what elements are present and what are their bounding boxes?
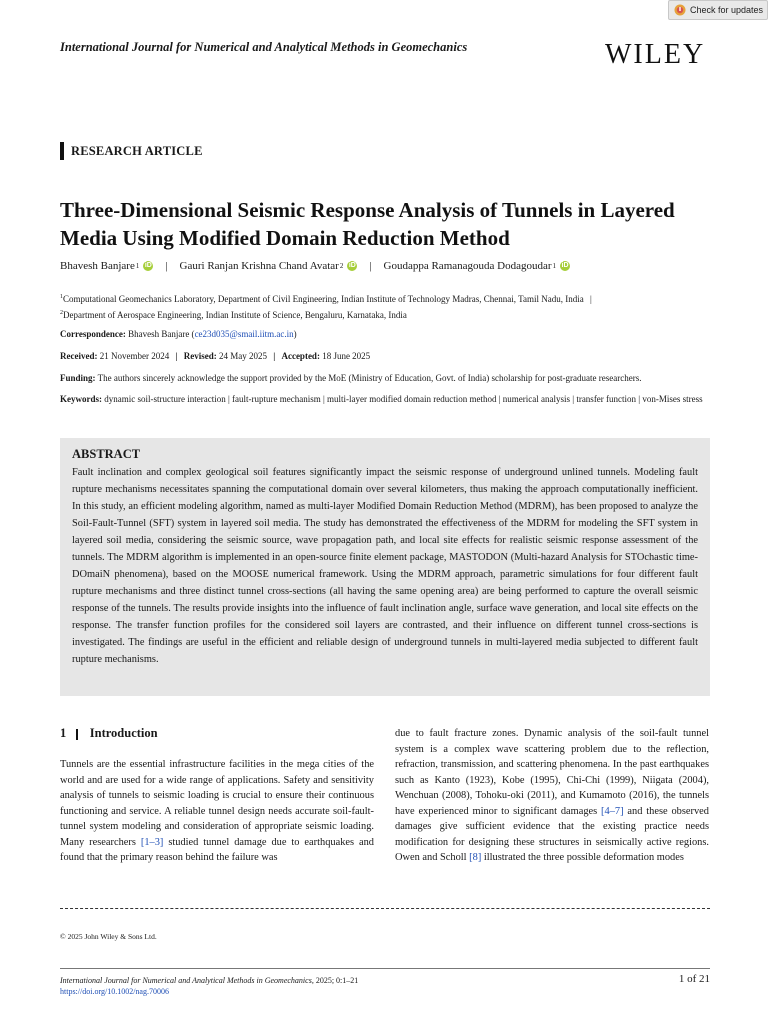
author-affiliation-mark: 2 — [339, 262, 344, 270]
section-label-text: RESEARCH ARTICLE — [71, 143, 203, 158]
revised-label: Revised: — [183, 351, 217, 361]
correspondence-label: Correspondence: — [60, 329, 126, 339]
affiliation-number: 2 — [60, 310, 63, 316]
abstract-heading: ABSTRACT — [72, 447, 141, 461]
section-title: Introduction — [89, 726, 158, 741]
intro-text: due to fault fracture zones. Dynamic analysis of the soil-fault tunnel system is a complex wave scattering problem due to the reflection, refraction, transmission, and scattering phenomena. In the past earthquakes such as Kanto (1923), Kobe (1995), Chi-Chi (1999), Niigata (2004), Wenchuan (2008), Tohoku-oki (2011), and Kumamoto (2016), the tunnels have experienced minor to significant damages — [395, 728, 709, 817]
author-name: Gauri Ranjan Krishna Chand Avatar — [179, 260, 339, 272]
correspondence-email-link[interactable]: ce23d035@smail.iitm.ac.in — [194, 329, 294, 339]
date-separator: | — [175, 351, 178, 361]
footer-citation-text: , 2025; 0:1–21 — [311, 976, 359, 985]
article-dates — [60, 350, 720, 363]
author-affiliation-mark: 1 — [552, 262, 557, 270]
section-label — [60, 142, 203, 160]
correspondence-name: Bhavesh Banjare ( — [128, 329, 195, 339]
received-date: 21 November 2024 — [99, 351, 170, 361]
body-column-right — [395, 726, 709, 866]
intro-heading — [60, 726, 374, 742]
footer-journal-name: International Journal for Numerical and Analytical Methods in Geomechanics — [60, 976, 312, 985]
keywords-label: Keywords: — [60, 394, 102, 404]
affiliation-number: 1 — [60, 294, 63, 300]
author-affiliation-mark: 1 — [135, 262, 140, 270]
check-for-updates-button[interactable] — [668, 0, 768, 20]
body-column-left — [60, 726, 374, 866]
citation-link[interactable]: [1–3] — [140, 836, 164, 848]
citation-link[interactable]: [4–7] — [601, 805, 624, 817]
affiliation-text: Computational Geomechanics Laboratory, Department of Civil Engineering, Indian Institute of Technology Madras, Chennai, Tamil Nadu, India — [63, 294, 584, 304]
intro-paragraph — [60, 757, 374, 866]
affiliation-text: Department of Aerospace Engineering, Indian Institute of Science, Bengaluru, Karnataka, India — [63, 310, 407, 320]
intro-text: illustrated the three possible deformation modes — [481, 852, 684, 863]
date-separator: | — [273, 351, 276, 361]
author-name: Goudappa Ramanagouda Dodagoudar — [383, 260, 552, 272]
funding-label: Funding: — [60, 373, 96, 383]
orcid-icon[interactable]: iD — [561, 262, 569, 269]
intro-text: Tunnels are the essential infrastructure facilities in the mega cities of the world and are used for a wide range of applications. Safety and sensitivity analysis of tunnels to seismic loading is crucial to ensure their continuous functioning and service. A reliable tunnel design needs accurate soil-fault-tunnel system modeling and consideration of appropriate seismic loading. Many researchers — [60, 759, 374, 848]
author-list — [60, 260, 720, 272]
footer-divider — [60, 968, 710, 969]
affiliation-2 — [60, 306, 720, 322]
orcid-icon[interactable]: iD — [348, 262, 356, 269]
intro-paragraph-continued — [395, 726, 709, 866]
orcid-icon[interactable]: iD — [144, 262, 152, 269]
update-badge-icon — [674, 4, 686, 16]
keywords — [60, 393, 720, 406]
author-separator: | — [369, 260, 372, 272]
check-for-updates-label: Check for updates — [690, 5, 764, 15]
author-3[interactable] — [384, 260, 571, 272]
intro-text: and these observed damages give sufficient evidence that the existing practice needs modification for designing these structures in seismically active regions. Owen and Scholl — [395, 805, 709, 863]
intro-text: studied tunnel damage due to earthquakes and found that the primary reason behind the failure was — [60, 836, 374, 863]
article-title: Three-Dimensional Seismic Response Analysis of Tunnels in Layered Media Using Modified Domain Reduction Method — [60, 198, 675, 250]
abstract-text: Fault inclination and complex geological soil features significantly impact the seismic response of underground unlined tunnels. Modeling fault rupture mechanisms necessitates spanning the computational domain over several kilometers, thus making the approach computationally inefficient. In this study, an efficient modeling algorithm, named as multi-layer Modified Domain Reduction Method (MDRM), has been proposed to analyze the Soil-Fault-Tunnel (SFT) system in layered soil media. The study has demonstrated the effectiveness of the MDRM for modeling the SFT system in layered soil media, considering the seismic source, wave propagation path, and local site effects for realistic seismic response assessment of the tunnels. The MDRM algorithm is implemented in an open-source finite element package, MASTODON (Multi-hazard Analysis for STOchastic time-DOmaiN phenomena), based on the MOOSE numerical framework. Using the MDRM approach, parametric simulations for four different fault rupture mechanisms and three distinct tunnel cross-sections (all having the same opening area) are being performed to capture the overall seismic response of the tunnels. The results provide insights into the influence of fault inclination angle, surface wave generation, and local site effects on the response. The transfer function profiles for the considered soil layers are contrasted, and their influence on different tunnel cross-sections is investigated. The findings are useful in the efficient and reliable design of underground tunnels in multi-layered media subjected to different fault rupture mechanisms. — [72, 467, 698, 665]
author-2[interactable] — [180, 260, 358, 272]
footer-citation — [60, 975, 358, 986]
section-bar — [60, 142, 64, 160]
page-number: 1 of 21 — [678, 973, 710, 985]
heading-bar — [76, 729, 78, 740]
affiliation-1 — [60, 290, 720, 306]
affiliation-separator: | — [589, 294, 592, 304]
section-number: 1 — [60, 726, 67, 741]
correspondence-close: ) — [293, 329, 297, 339]
author-name: Bhavesh Banjare — [60, 260, 135, 272]
footnote-divider — [60, 908, 710, 909]
journal-title: International Journal for Numerical and Analytical Methods in Geomechanics — [60, 40, 468, 54]
author-1[interactable] — [60, 260, 153, 272]
copyright: © 2025 John Wiley & Sons Ltd. — [60, 932, 157, 941]
received-label: Received: — [60, 351, 98, 361]
accepted-label: Accepted: — [281, 351, 320, 361]
publisher-logo: WILEY — [605, 39, 706, 70]
doi-link[interactable]: https://doi.org/10.1002/nag.70006 — [60, 987, 169, 996]
citation-link[interactable]: [8] — [469, 852, 482, 863]
correspondence — [60, 328, 720, 341]
funding — [60, 372, 720, 385]
accepted-date: 18 June 2025 — [322, 351, 371, 361]
affiliations — [60, 290, 720, 322]
funding-text: The authors sincerely acknowledge the support provided by the MoE (Ministry of Education, Govt. of India) scholarship for post-graduate researchers. — [97, 373, 642, 383]
abstract-box — [60, 438, 710, 696]
revised-date: 24 May 2025 — [218, 351, 267, 361]
author-separator: | — [165, 260, 168, 272]
keywords-text: dynamic soil-structure interaction | fault-rupture mechanism | multi-layer modified domain reduction method | numerical analysis | transfer function | von-Mises stress — [104, 394, 703, 404]
